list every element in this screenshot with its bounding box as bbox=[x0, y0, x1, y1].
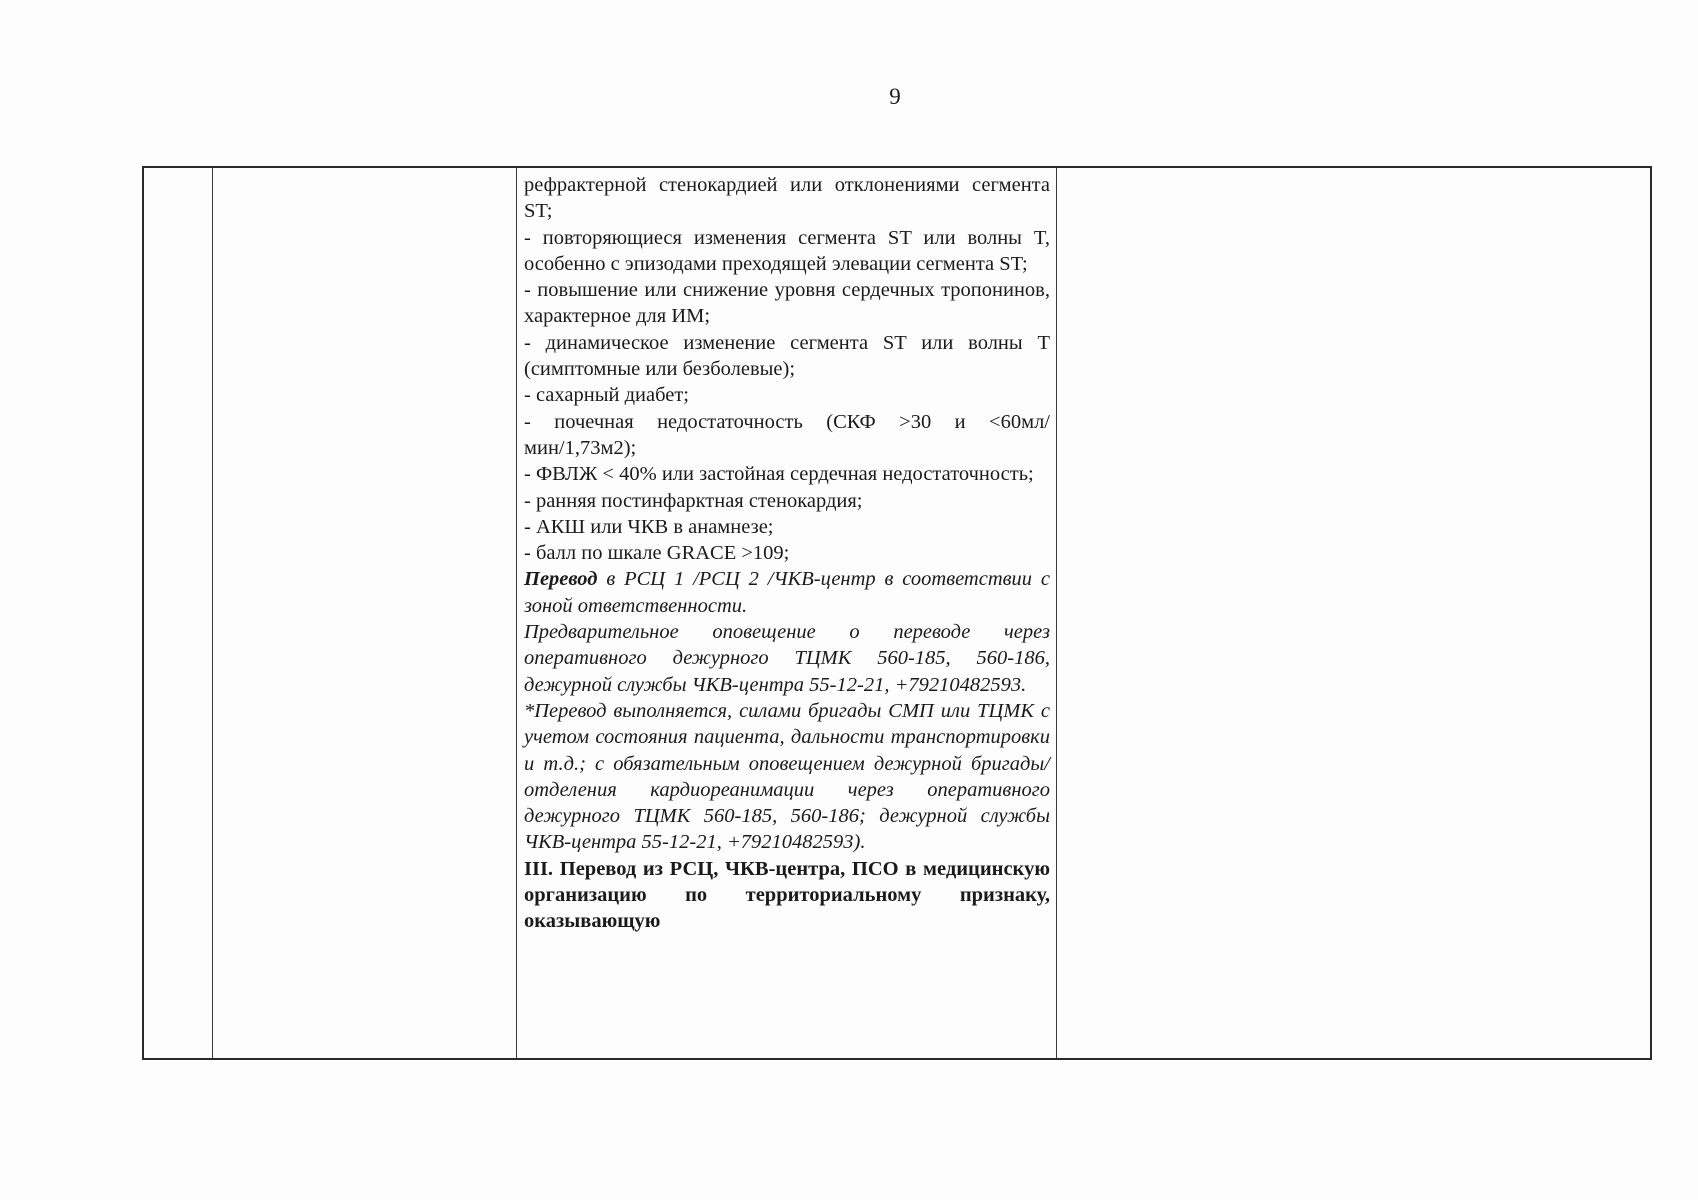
criteria-line: рефрактерной стенокардией или отклонениями сегмента ST; bbox=[524, 174, 1050, 223]
transfer-keyword: Перевод bbox=[524, 568, 598, 591]
section-heading: III. Перевод из РСЦ, ЧКВ-центра, ПСО в медицинскую организацию по территориальному признаку, оказывающую bbox=[524, 857, 1050, 933]
table-frame bbox=[142, 166, 1652, 1060]
criteria-line: - АКШ или ЧКВ в анамнезе; bbox=[524, 515, 774, 538]
criteria-line: - ранняя постинфарктная стенокардия; bbox=[524, 489, 863, 512]
column-divider-1 bbox=[212, 168, 213, 1058]
column-divider-3 bbox=[1056, 168, 1057, 1058]
criteria-line: - сахарный диабет; bbox=[524, 384, 689, 407]
criteria-line: - балл по шкале GRACE >109; bbox=[524, 542, 790, 565]
criteria-line: - динамическое изменение сегмента ST или волны T (симптомные или безболевые); bbox=[524, 331, 1050, 381]
notice-paragraph: Предварительное оповещение о переводе через оперативного дежурного ТЦМК 560-185, 560-186, дежурной службы ЧКВ-центра 55-12-21, +79210482593. bbox=[524, 621, 1050, 696]
page-number: 9 bbox=[889, 84, 901, 109]
criteria-line: - повторяющиеся изменения сегмента ST или волны T, особенно с эпизодами преходящей элевации сегмента ST; bbox=[524, 226, 1050, 275]
transfer-text: в РСЦ 1 /РСЦ 2 /ЧКВ-центр в соответствии с зоной ответственности. bbox=[524, 568, 1050, 617]
criteria-line: - почечная недостаточность (СКФ >30 и <60мл/мин/1,73м2); bbox=[524, 410, 1050, 459]
footnote-paragraph: *Перевод выполняется, силами бригады СМП или ТЦМК с учетом состояния пациента, дальности транспортировки и т.д.; с обязательным оповещением дежурной бригады/ отделения кардиореанимации через оперативного дежурного ТЦМК 560-185, 560-186; дежурной службы ЧКВ-центра 55-12-21, +79210482593). bbox=[524, 699, 1050, 854]
criteria-line: - ФВЛЖ < 40% или застойная сердечная недостаточность; bbox=[524, 463, 1034, 486]
table-cell-criteria bbox=[518, 168, 1056, 935]
transfer-paragraph bbox=[524, 566, 1050, 619]
criteria-line: - повышение или снижение уровня сердечных тропонинов, характерное для ИМ; bbox=[524, 279, 1050, 328]
column-divider-2 bbox=[516, 168, 517, 1058]
